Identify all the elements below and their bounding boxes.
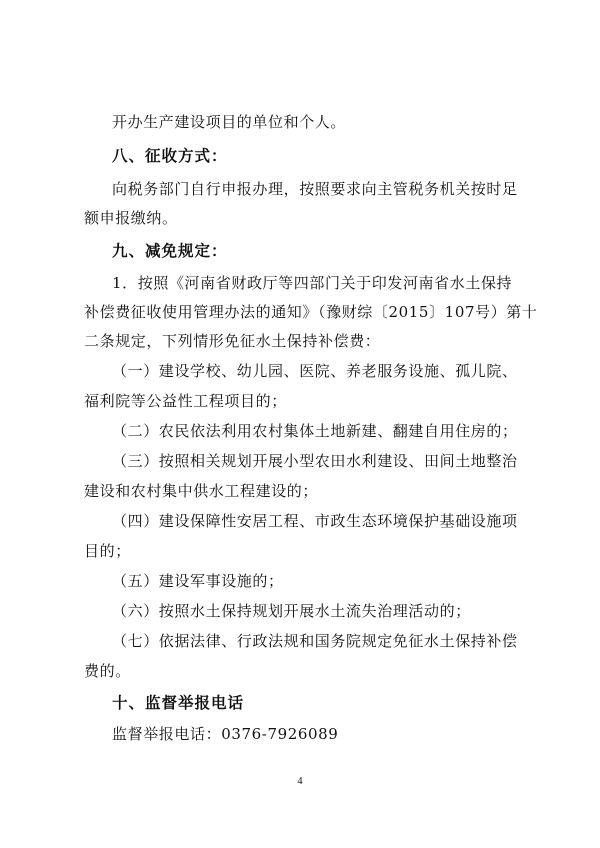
text-line-6: 1．按照《河南省财政厅等四部门关于印发河南省水土保持 [112, 274, 513, 292]
text-line-7: 补偿费征收使用管理办法的通知》（豫财综〔2015〕107号）第十 [84, 303, 538, 321]
text-line-17: （六）按照水土保持规划开展水土流失治理活动的； [112, 602, 471, 620]
text-line-16: （五）建设军事设施的； [112, 572, 284, 590]
text-line-14: （四）建设保障性安居工程、市政生态环境保护基础设施项 [112, 512, 518, 530]
text-line-1: 开办生产建设项目的单位和个人。 [112, 113, 347, 131]
text-line-8: 二条规定，下列情形免征水土保持补偿费： [84, 332, 381, 350]
section-heading-10: 十、监督举报电话 [112, 694, 245, 712]
section-heading-9: 九、减免规定： [112, 242, 228, 260]
text-line-15: 目的； [84, 542, 131, 560]
text-line-18: （七）依据法律、行政法规和国务院规定免征水土保持补偿 [112, 632, 518, 650]
page-number: 4 [297, 776, 303, 787]
text-line-12: （三）按照相关规划开展小型农田水利建设、田间土地整治 [112, 452, 518, 470]
text-line-9: （一）建设学校、幼儿园、医院、养老服务设施、孤儿院、 [112, 362, 518, 380]
text-line-4: 额申报缴纳。 [84, 209, 178, 227]
text-line-3: 向税务部门自行申报办理，按照要求向主管税务机关按时足 [112, 180, 518, 198]
section-heading-8: 八、征收方式： [112, 147, 228, 165]
text-line-21: 监督举报电话：0376-7926089 [112, 725, 339, 743]
text-line-11: （二）农民依法利用农村集体土地新建、翻建自用住房的； [112, 422, 518, 440]
text-line-19: 费的。 [84, 662, 131, 680]
text-line-13: 建设和农村集中供水工程建设的； [84, 482, 319, 500]
text-line-10: 福利院等公益性工程项目的； [84, 392, 287, 410]
